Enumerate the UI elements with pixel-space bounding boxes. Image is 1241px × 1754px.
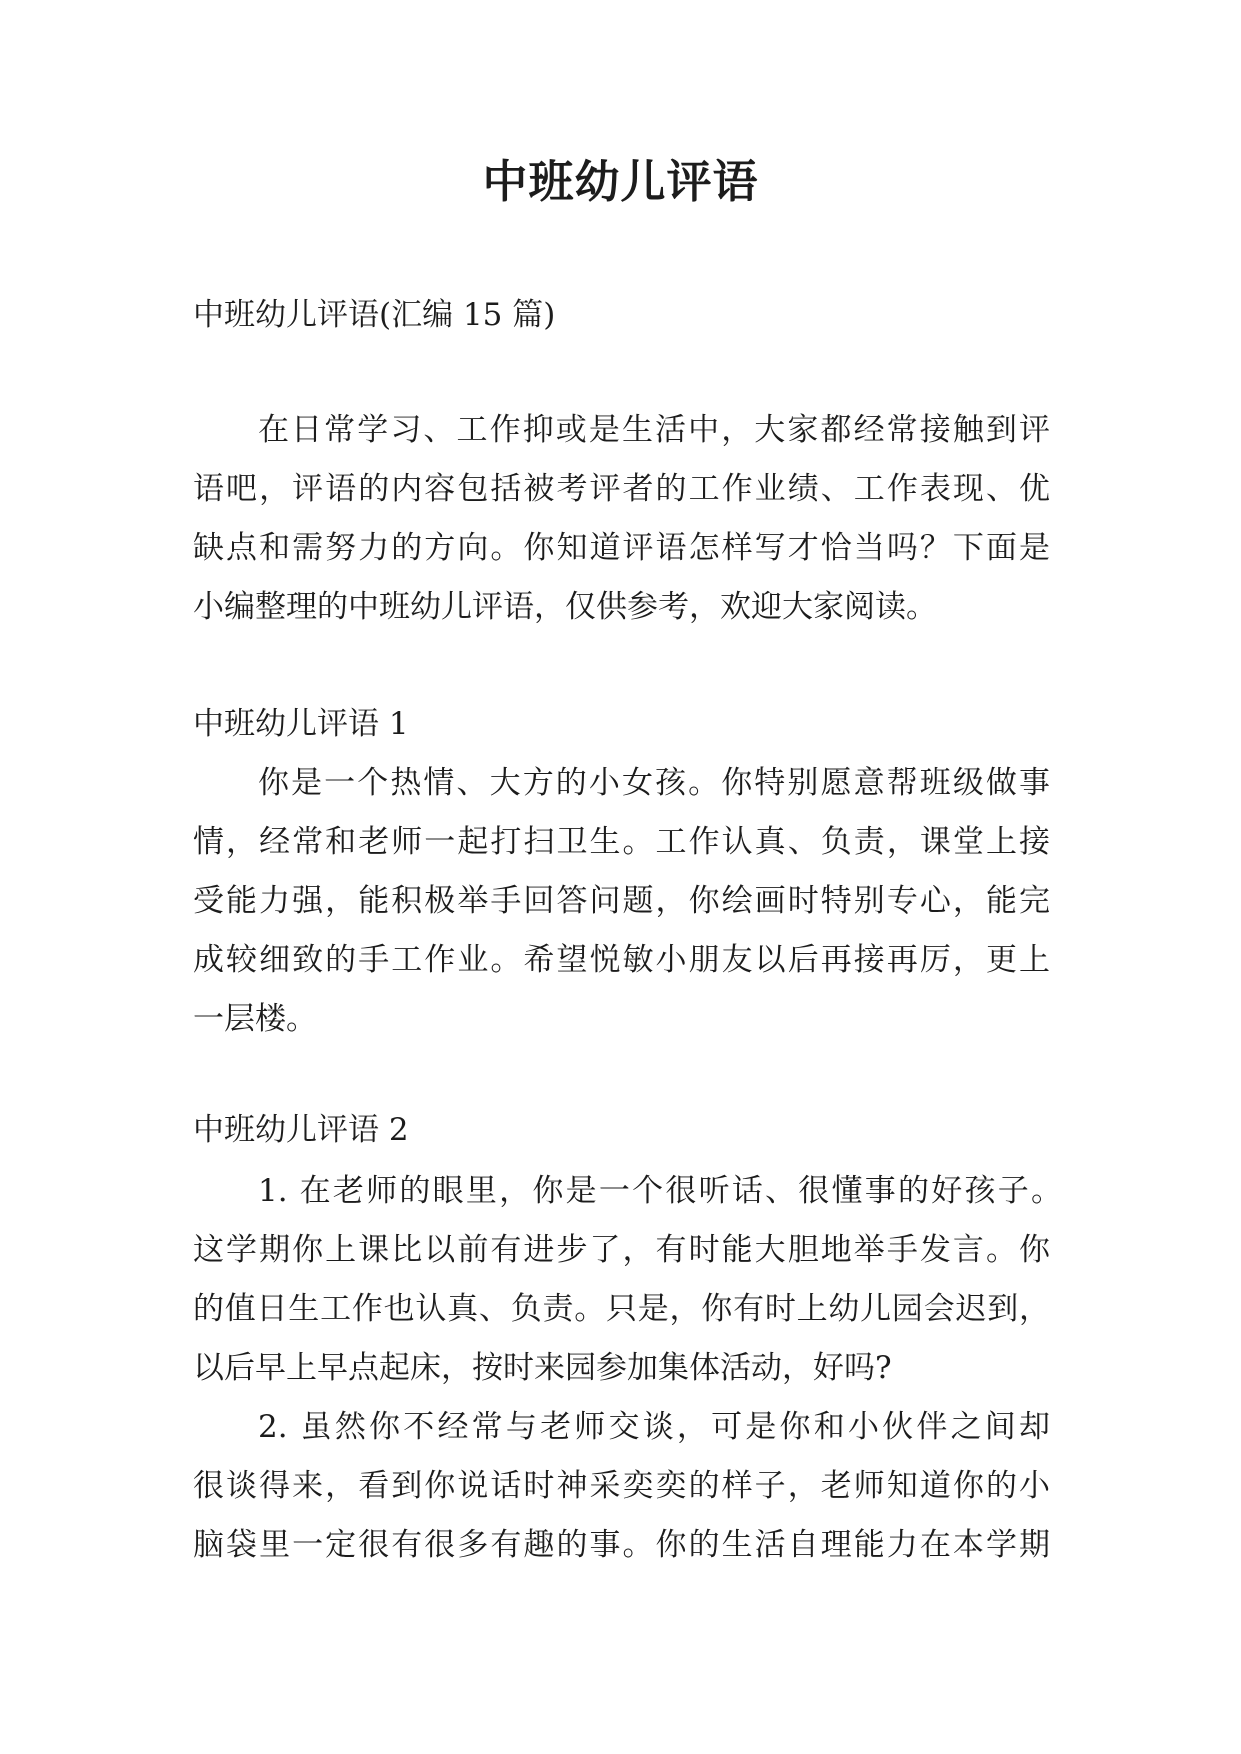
- section-heading: 中班幼儿评语 1: [193, 706, 409, 742]
- paragraph-line: 语吧，评语的内容包括被考评者的工作业绩、工作表现、优: [193, 471, 1050, 507]
- paragraph-line: 小编整理的中班幼儿评语，仅供参考，欢迎大家阅读。: [193, 589, 937, 625]
- paragraph-line: 脑袋里一定很有很多有趣的事。你的生活自理能力在本学期: [193, 1527, 1050, 1563]
- section-heading: 中班幼儿评语 2: [193, 1112, 409, 1148]
- paragraph-line: 以后早上早点起床，按时来园参加集体活动，好吗?: [193, 1350, 892, 1386]
- paragraph-line: 你是一个热情、大方的小女孩。你特别愿意帮班级做事: [258, 765, 1050, 801]
- paragraph-line: 很谈得来，看到你说话时神采奕奕的样子，老师知道你的小: [193, 1468, 1050, 1504]
- paragraph-line: 缺点和需努力的方向。你知道评语怎样写才恰当吗？下面是: [193, 530, 1050, 566]
- paragraph-line: 的值日生工作也认真、负责。只是，你有时上幼儿园会迟到，: [193, 1291, 1050, 1327]
- paragraph-line: 1. 在老师的眼里，你是一个很听话、很懂事的好孩子。: [258, 1173, 1062, 1209]
- document-title: 中班幼儿评语: [482, 155, 759, 208]
- paragraph-line: 在日常学习、工作抑或是生活中，大家都经常接触到评: [258, 412, 1050, 448]
- paragraph-line: 受能力强，能积极举手回答问题，你绘画时特别专心，能完: [193, 883, 1050, 919]
- paragraph-line: 成较细致的手工作业。希望悦敏小朋友以后再接再厉，更上: [193, 942, 1050, 978]
- paragraph-line: 2. 虽然你不经常与老师交谈，可是你和小伙伴之间却: [258, 1409, 1050, 1445]
- paragraph-line: 一层楼。: [193, 1001, 317, 1037]
- paragraph-line: 情，经常和老师一起打扫卫生。工作认真、负责，课堂上接: [193, 824, 1050, 860]
- document-subtitle: 中班幼儿评语(汇编 15 篇): [193, 297, 556, 333]
- paragraph-line: 这学期你上课比以前有进步了，有时能大胆地举手发言。你: [193, 1232, 1050, 1268]
